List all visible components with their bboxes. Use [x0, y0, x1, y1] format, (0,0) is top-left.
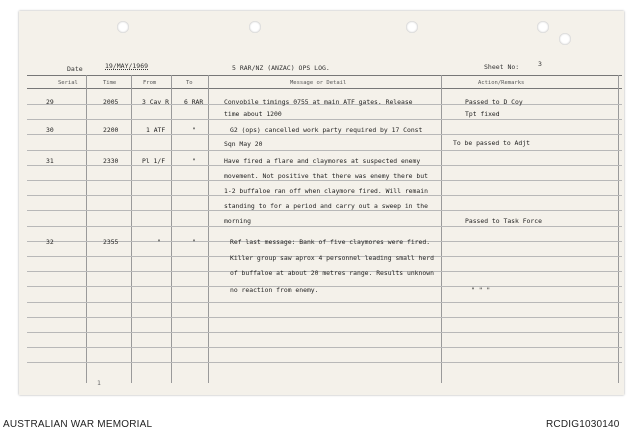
row-rule: [27, 134, 622, 135]
col-divider: [618, 75, 619, 383]
entry-message-line: time about 1200: [224, 110, 282, 118]
sheet-value: 3: [538, 60, 542, 68]
entry-time: 2330: [103, 157, 119, 165]
sheet-label: Sheet No:: [484, 63, 520, 71]
entry-from: 1 ATF: [146, 126, 166, 134]
table-top-rule: [27, 75, 622, 76]
entry-message-line: Killer group saw aprox 4 personnel leading small herd: [230, 254, 434, 262]
row-rule: [27, 119, 622, 120]
entry-message-line: morning: [224, 217, 251, 225]
margin-mark: 1: [97, 379, 101, 387]
entry-time: 2005: [103, 98, 119, 106]
col-header-message: Message or Detail: [290, 80, 347, 86]
col-header-action: Action/Remarks: [478, 80, 525, 86]
row-rule: [27, 286, 622, 287]
row-rule: [27, 210, 622, 211]
entry-message-line: Sqn May 20: [224, 140, 263, 148]
row-rule: [27, 165, 622, 166]
col-divider: [131, 75, 132, 383]
entry-action-line: To be passed to Adjt: [453, 139, 530, 147]
row-rule: [27, 195, 622, 196]
col-divider: [441, 75, 442, 383]
col-header-serial: Serial: [58, 80, 78, 86]
entry-to: ": [192, 238, 196, 246]
col-divider: [208, 75, 209, 383]
punch-hole: [559, 33, 571, 45]
entry-to: ": [192, 157, 196, 165]
row-rule: [27, 347, 622, 348]
row-rule: [27, 226, 622, 227]
entry-message-line: movement. Not positive that there was enemy there but: [224, 172, 428, 180]
entry-action-line: Passed to Task Force: [465, 217, 542, 225]
row-rule: [27, 362, 622, 363]
entry-from: ": [157, 238, 161, 246]
col-divider: [171, 75, 172, 383]
entry-serial: 31: [46, 157, 54, 165]
entry-message-line: 1-2 buffaloe ran off when claymore fired. Will remain: [224, 187, 428, 195]
col-header-from: From: [143, 80, 157, 86]
entry-serial: 30: [46, 126, 54, 134]
entry-message-line: Convobile timings 0755 at main ATF gates. Release: [224, 98, 413, 106]
col-header-time: Time: [103, 80, 117, 86]
unit-log-title: 5 RAR/NZ (ANZAC) OPS LOG.: [232, 64, 330, 72]
row-rule: [27, 302, 622, 303]
date-value: 19/MAY/1969: [105, 62, 149, 70]
entry-message-line: of buffaloe at about 20 metres range. Results unknown: [230, 269, 434, 277]
entry-time: 2355: [103, 238, 119, 246]
entry-from: Pl 1/F: [142, 157, 166, 165]
punch-hole: [537, 21, 549, 33]
entry-to: ": [192, 126, 196, 134]
col-header-to: To: [186, 80, 193, 86]
entry-message-line: Ref last message: Bank of five claymores were fired.: [230, 238, 431, 246]
col-divider: [86, 75, 87, 383]
entry-action-line: Passed to D Coy: [465, 98, 523, 106]
punch-hole: [117, 21, 129, 33]
table-header-rule: [27, 88, 622, 89]
entry-time: 2200: [103, 126, 119, 134]
entry-message-line: G2 (ops) cancelled work party required by 17 Const: [230, 126, 423, 134]
entry-to: 6 RAR: [184, 98, 204, 106]
row-rule: [27, 317, 622, 318]
entry-from: 3 Cav R: [142, 98, 169, 106]
entry-message-line: no reaction from enemy.: [230, 286, 319, 294]
entry-message-line: standing to for a period and carry out a sweep in the: [224, 202, 428, 210]
entry-action-line: Tpt fixed: [465, 110, 500, 118]
footer-right: RCDIG1030140: [546, 419, 620, 430]
entry-serial: 29: [46, 98, 54, 106]
punch-hole: [249, 21, 261, 33]
entry-message-line: Have fired a flare and claymores at suspected enemy: [224, 157, 421, 165]
footer-left: AUSTRALIAN WAR MEMORIAL: [3, 419, 153, 430]
row-rule: [27, 150, 622, 151]
date-label: Date: [67, 65, 83, 73]
entry-serial: 32: [46, 238, 54, 246]
punch-hole: [406, 21, 418, 33]
entry-action-line: " " ": [471, 286, 491, 294]
row-rule: [27, 332, 622, 333]
row-rule: [27, 180, 622, 181]
